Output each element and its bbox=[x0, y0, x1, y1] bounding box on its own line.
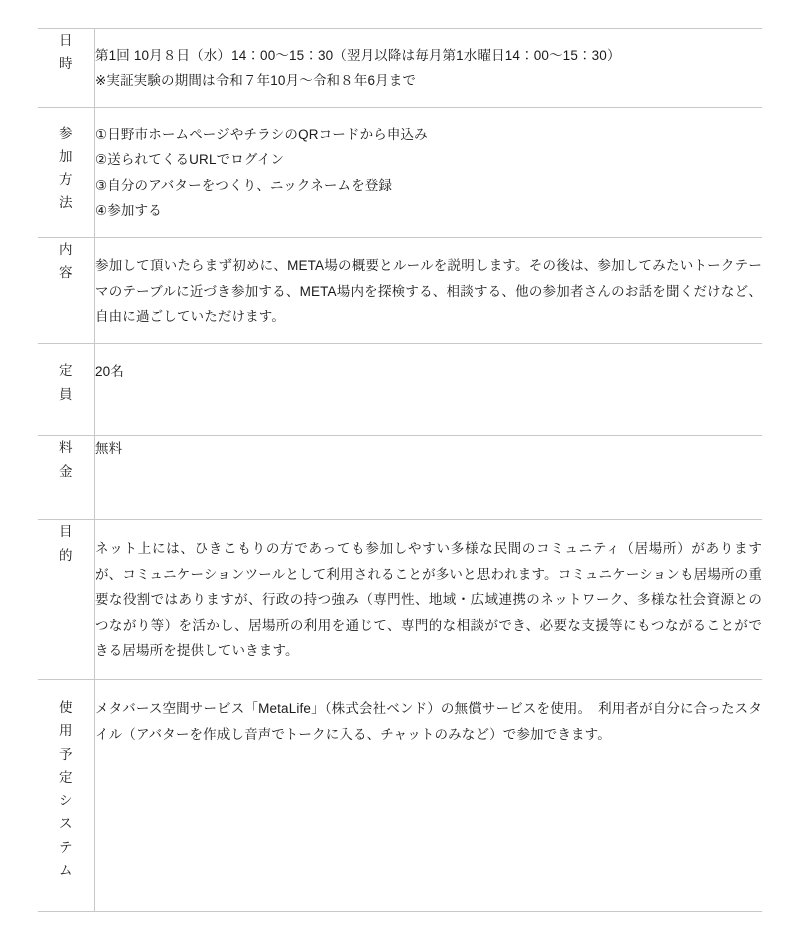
row-label-text: 参加方法 bbox=[59, 125, 73, 211]
table-row-datetime bbox=[38, 29, 762, 108]
row-label-text: 料金 bbox=[59, 440, 73, 479]
row-label-capacity bbox=[38, 344, 95, 436]
row-body-line: 無料 bbox=[95, 441, 123, 457]
row-body-line: 第1回 10月８日（水）14：00〜15：30（翌月以降は毎月第1水曜日14：00〜15：30） bbox=[95, 48, 621, 63]
table-row-capacity bbox=[38, 344, 762, 436]
row-label-text: 使用予定システム bbox=[59, 700, 73, 878]
table-row-howto bbox=[38, 107, 762, 238]
row-label-text: 定員 bbox=[59, 363, 73, 402]
row-body-line: ③自分のアバターをつくり、ニックネームを登録 bbox=[95, 177, 393, 193]
info-table-body bbox=[38, 29, 762, 912]
row-body-line: 参加して頂いたらまず初めに、META場の概要とルールを説明します。その後は、参加してみたいトークテーマのテーブルに近づき参加する、META場内を探検する、相談する、他の参加者さんのお話を聞くだけなど、自由に過ごしていただけます。 bbox=[95, 258, 762, 324]
row-label-howto bbox=[38, 107, 95, 238]
row-body-line: 20名 bbox=[95, 364, 124, 380]
row-body-line: ④参加する bbox=[95, 202, 162, 218]
row-label-datetime bbox=[38, 29, 95, 108]
row-label-text: 目的 bbox=[59, 524, 73, 563]
row-label-content bbox=[38, 238, 95, 344]
row-label-system bbox=[38, 680, 95, 912]
info-table bbox=[38, 28, 762, 912]
row-body-datetime bbox=[95, 29, 763, 108]
table-row-content bbox=[38, 238, 762, 344]
row-body-line: ①日野市ホームページやチラシのQRコードから申込み bbox=[95, 126, 428, 142]
table-row-purpose bbox=[38, 520, 762, 680]
row-body-line: メタバース空間サービス「MetaLife」（株式会社ベンド）の無償サービスを使用。 利用者が自分に合ったスタイル（アバターを作成し音声でトークに入る、チャットのみなど）で参加できます。 bbox=[95, 701, 762, 742]
row-body-fee bbox=[95, 436, 763, 520]
row-body-content bbox=[95, 238, 763, 344]
table-row-system bbox=[38, 680, 762, 912]
row-body-system bbox=[95, 680, 763, 912]
row-body-purpose bbox=[95, 520, 763, 680]
row-body-line: ネット上には、ひきこもりの方であっても参加しやすい多様な民間のコミュニティ（居場所）がありますが、コミュニケーションツールとして利用されることが多いと思われます。コミュニケーションも居場所の重要な役割ではありますが、行政の持つ強み（専門性、地域・広域連携のネットワーク、多様な社会資源とのつながり等）を活かし、居場所の利用を通じて、専門的な相談ができ、必要な支援等にもつながることができる居場所を提供していきます。 bbox=[95, 541, 762, 658]
row-body-howto bbox=[95, 107, 763, 238]
row-body-capacity bbox=[95, 344, 763, 436]
row-label-fee bbox=[38, 436, 95, 520]
row-body-line: ※実証実験の期間は令和７年10月〜令和８年6月まで bbox=[95, 73, 417, 89]
row-body-line: ②送られてくるURLでログイン bbox=[95, 152, 285, 168]
table-row-fee bbox=[38, 436, 762, 520]
row-label-text: 日時 bbox=[59, 33, 73, 72]
row-label-text: 内容 bbox=[59, 242, 73, 281]
row-label-purpose bbox=[38, 520, 95, 680]
